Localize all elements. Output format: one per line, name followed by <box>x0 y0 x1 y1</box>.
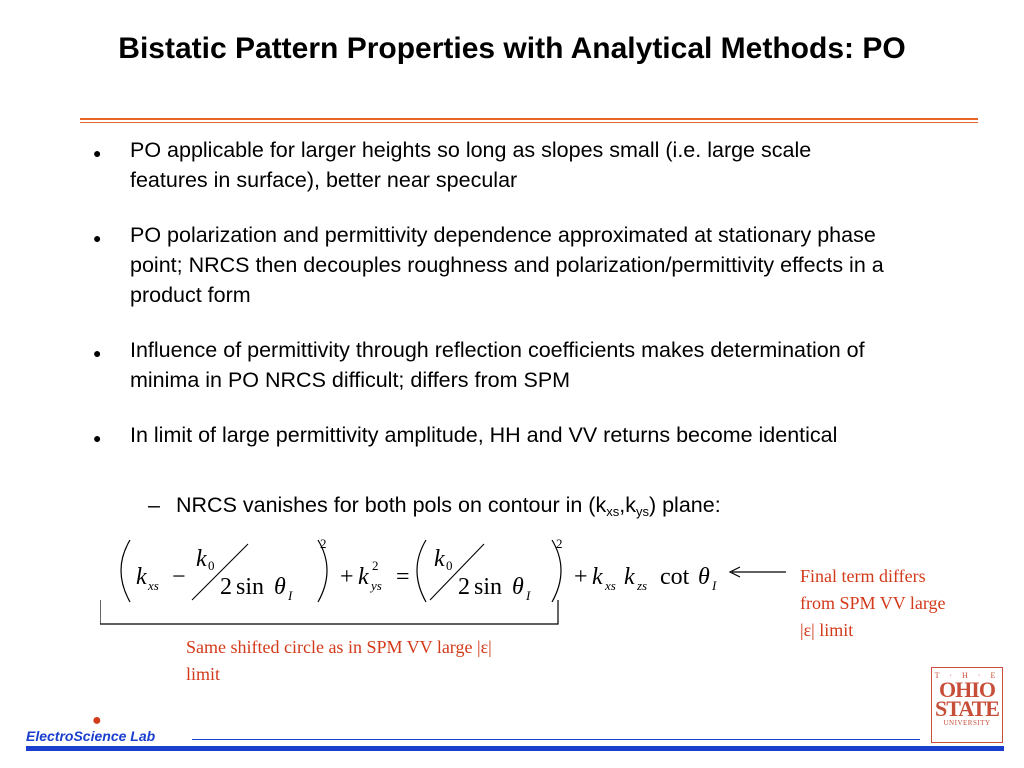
bullet-dot: ● <box>93 430 102 446</box>
footer-thick-rule <box>26 746 1004 751</box>
footer-dot-icon: ● <box>92 712 102 729</box>
page-title: Bistatic Pattern Properties with Analytical Methods: PO <box>118 32 906 65</box>
eq-plus-2: + <box>574 564 588 590</box>
eq-sub-I-2: I <box>526 588 531 603</box>
sub-bullet-subscript-xs: xs <box>606 504 620 519</box>
sub-bullet-subscript-ys: ys <box>635 504 649 519</box>
eq-k0-sub-2: 0 <box>446 558 453 573</box>
bullet-item-1: PO applicable for larger heights so long as slopes small (i.e. large scale features in surface), better near specular <box>130 138 812 192</box>
sub-bullet-dash: – <box>148 493 160 517</box>
eq-k0-sub-1: 0 <box>208 558 215 573</box>
sub-bullet-item <box>176 490 721 527</box>
eq-sub-zs: zs <box>637 578 648 593</box>
bullet-item-4: In limit of large permittivity amplitude, HH and VV returns become identical <box>130 423 838 447</box>
eq-equals: = <box>396 564 410 590</box>
sub-bullet-prefix: NRCS vanishes for both pols on contour in (k <box>176 493 607 517</box>
eq-k-2: k <box>358 564 369 590</box>
logo-state: STATE <box>935 696 999 721</box>
eq-sin-2: sin <box>474 574 503 600</box>
eq-square-2: 2 <box>372 558 379 573</box>
eq-theta-2: θ <box>512 574 524 600</box>
eq-k0-num-2: k <box>434 546 445 572</box>
eq-sub-I-1: I <box>288 588 293 603</box>
eq-minus: − <box>172 564 186 590</box>
equation-bracket <box>100 600 558 624</box>
left-paren-1 <box>121 540 130 602</box>
eq-square-1: 2 <box>320 536 327 551</box>
bullet-dot: ● <box>93 230 102 246</box>
eq-sub-I-3: I <box>712 578 717 593</box>
eq-sin-1: sin <box>236 574 265 600</box>
eq-k-3: k <box>592 564 603 590</box>
eq-two-2: 2 <box>458 574 470 600</box>
eq-theta-3: θ <box>698 564 710 590</box>
note-shifted-circle: Same shifted circle as in SPM VV large |ε| limit <box>186 637 492 684</box>
sub-bullet-comma: ,k <box>619 493 636 517</box>
eq-k-4: k <box>624 564 635 590</box>
eq-square-3: 2 <box>556 536 563 551</box>
footer-lab-name: ElectroScience Lab <box>26 728 156 744</box>
logo-ohio: OHIO <box>939 677 995 702</box>
logo-university: UNIVERSITY <box>943 719 991 727</box>
sub-bullet-suffix: ) plane: <box>648 493 721 517</box>
nrcs-contour-equation <box>100 530 830 640</box>
eq-theta-1: θ <box>274 574 286 600</box>
logo-the: T · H · E <box>934 671 1000 680</box>
ohio-state-logo <box>931 667 1003 743</box>
eq-sub-xs-2: xs <box>605 578 616 593</box>
note-final-term: Final term differs from SPM VV large |ε| limit <box>800 566 946 640</box>
bullet-dot: ● <box>93 145 102 161</box>
eq-k0-num-1: k <box>196 546 207 572</box>
eq-plus-1: + <box>340 564 354 590</box>
bullet-item-3: Influence of permittivity through reflection coefficients makes determination of minima in PO NRCS difficult; differs from SPM <box>130 338 865 392</box>
bullet-dot: ● <box>93 345 102 361</box>
eq-cot: cot <box>660 564 690 590</box>
eq-sub-ys: ys <box>371 578 382 593</box>
eq-k-1: k <box>136 564 147 590</box>
eq-sub-xs-1: xs <box>148 578 159 593</box>
left-paren-2 <box>417 540 426 602</box>
eq-two-1: 2 <box>220 574 232 600</box>
footer-thin-rule <box>192 739 920 740</box>
bullet-item-2: PO polarization and permittivity dependence approximated at stationary phase point; NRCS then decouples roughness and polarization/permittivity effects in a product form <box>130 223 884 307</box>
